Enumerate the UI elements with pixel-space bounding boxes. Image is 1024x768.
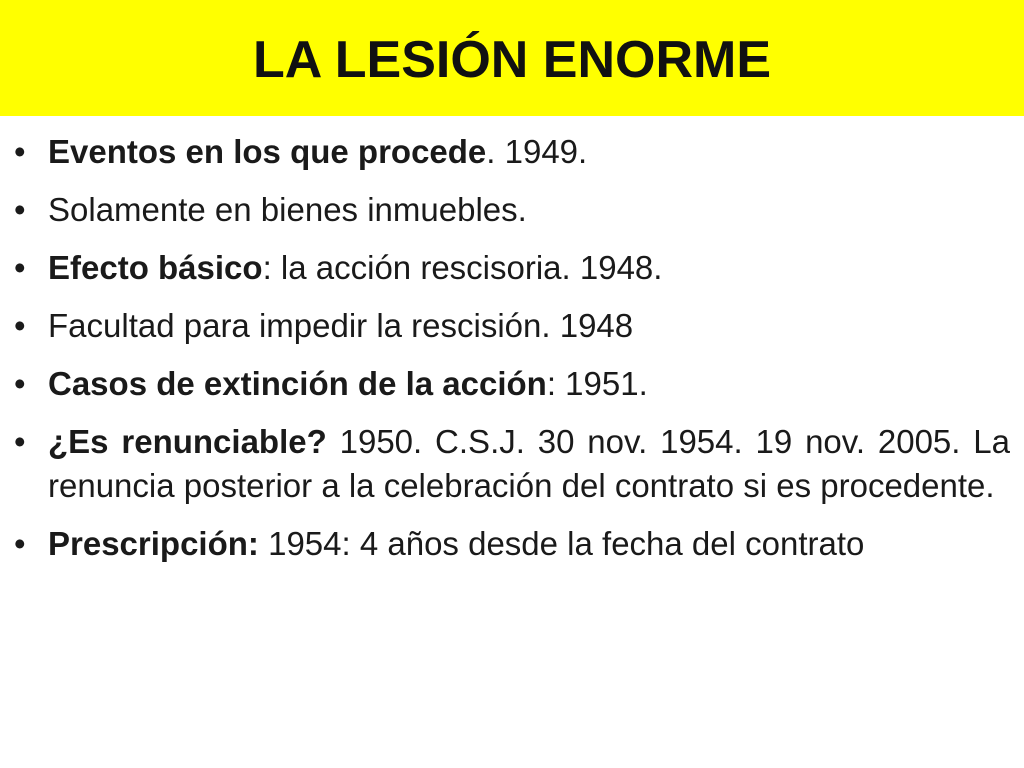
- bullet-rest-text: Solamente en bienes inmuebles.: [48, 191, 527, 228]
- slide-title: LA LESIÓN ENORME: [252, 31, 772, 89]
- title-bar: [0, 0, 1024, 116]
- bullet-list: [14, 130, 1010, 580]
- bullet-bold-text: Prescripción:: [48, 525, 259, 562]
- bullet-dot-icon: •: [14, 133, 26, 170]
- bullet-rest-text: : la acción rescisoria. 1948.: [262, 249, 663, 286]
- bullet-text: [48, 522, 1010, 566]
- bullet-text: [48, 304, 1010, 348]
- bullet-bold-text: ¿Es renunciable?: [48, 423, 327, 460]
- bullet-rest-text: 1954: 4 años desde la fecha del contrato: [258, 525, 865, 562]
- bullet-item: [14, 420, 1010, 508]
- bullet-item: [14, 130, 1010, 174]
- bullet-bold-text: Eventos en los que procede: [48, 133, 487, 170]
- bullet-item: [14, 304, 1010, 348]
- bullet-bold-text: Efecto básico: [48, 249, 263, 286]
- bullet-dot-icon: •: [14, 423, 26, 460]
- bullet-rest-text: 1950. C.S.J. 30 nov. 1954. 19 nov. 2005. La renuncia posterior a la celebración del contrato si es procedente.: [48, 423, 1010, 504]
- bullet-rest-text: : 1951.: [546, 365, 648, 402]
- bullet-dot-icon: •: [14, 365, 26, 402]
- bullet-item: [14, 522, 1010, 566]
- bullet-text: [48, 362, 1010, 406]
- bullet-text: [48, 188, 1010, 232]
- bullet-dot-icon: •: [14, 191, 26, 228]
- bullet-text: [48, 420, 1010, 508]
- bullet-bold-text: Casos de extinción de la acción: [48, 365, 547, 402]
- bullet-item: [14, 362, 1010, 406]
- bullet-item: [14, 188, 1010, 232]
- bullet-text: [48, 130, 1010, 174]
- bullet-rest-text: Facultad para impedir la rescisión. 1948: [48, 307, 634, 344]
- bullet-text: [48, 246, 1010, 290]
- bullet-item: [14, 246, 1010, 290]
- bullet-rest-text: . 1949.: [486, 133, 588, 170]
- bullet-dot-icon: •: [14, 525, 26, 562]
- bullet-dot-icon: •: [14, 307, 26, 344]
- bullet-dot-icon: •: [14, 249, 26, 286]
